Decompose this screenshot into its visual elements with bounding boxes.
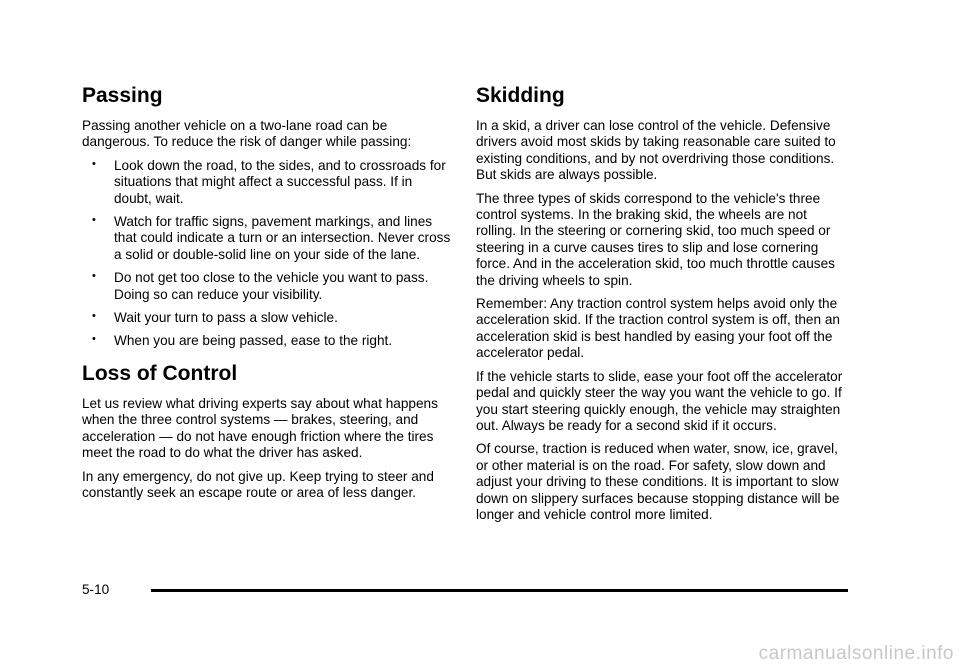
skidding-paragraph-5: Of course, traction is reduced when water, snow, ice, gravel, or other material is on the road. For safety, slow down and adjust your driving to these conditions. It is important to slow down on slippery surfaces because stopping distance will be longer and vehicle control more limited. (476, 441, 840, 522)
list-item-text: Look down the road, to the sides, and to crossroads for situations that might affect a successful pass. If in doubt, wait. (114, 157, 446, 206)
bullet-icon: • (92, 310, 96, 323)
bullet-icon: • (92, 333, 96, 346)
skidding-paragraph-4: If the vehicle starts to slide, ease your foot off the accelerator pedal and quickly steer the way you want the vehicle to go. If you start steering quickly enough, the vehicle may straighten out. Always be ready for a second skid if it occurs. (476, 368, 843, 433)
loss-of-control-heading: Loss of Control (82, 361, 238, 385)
right-column (476, 82, 848, 530)
passing-heading: Passing (82, 84, 163, 107)
list-item-text: Wait your turn to pass a slow vehicle. (114, 310, 338, 326)
list-item (82, 270, 452, 303)
passing-intro: Passing another vehicle on a two-lane road can be dangerous. To reduce the risk of danger while passing: (82, 118, 412, 150)
list-item (82, 310, 452, 326)
skidding-paragraph-2: The three types of skids correspond to the vehicle's three control systems. In the braking skid, the wheels are not rolling. In the steering or cornering skid, too much speed or steering in a curve causes tires to slip and lose cornering force. And in the acceleration skid, too much throttle causes the driving wheels to spin. (476, 190, 835, 288)
loss-paragraph-1: Let us review what driving experts say about what happens when the three control systems — brakes, steering, and acceleration — do not have enough friction where the tires meet the road to do what the driver has asked. (82, 395, 438, 461)
footer-divider (151, 589, 848, 592)
list-item (82, 158, 452, 207)
loss-paragraph-2: In any emergency, do not give up. Keep trying to steer and constantly seek an escape route or area of less danger. (82, 468, 434, 500)
watermark: carmanualsonline.info (758, 643, 954, 664)
page-number: 5-10 (82, 582, 110, 597)
bullet-icon: • (92, 157, 96, 170)
skidding-paragraph-1: In a skid, a driver can lose control of the vehicle. Defensive drivers avoid most skids by taking reasonable care suited to existing conditions, and by not overdriving those conditions. But skids are always possible. (476, 118, 836, 183)
skidding-paragraph-3: Remember: Any traction control system helps avoid only the acceleration skid. If the traction control system is off, then an acceleration skid is best handled by easing your foot off the accelerator pedal. (476, 296, 840, 361)
list-item-text: Do not get too close to the vehicle you want to pass. Doing so can reduce your visibility. (114, 270, 429, 302)
list-item-text: When you are being passed, ease to the right. (114, 333, 393, 349)
list-item-text: Watch for traffic signs, pavement markings, and lines that could indicate a turn or an intersection. Never cross a solid or double-solid line on your side of the lane. (114, 214, 451, 262)
passing-bullet-list (82, 158, 452, 350)
list-item (82, 333, 452, 349)
left-column (82, 82, 452, 508)
bullet-icon: • (92, 214, 96, 227)
list-item (82, 214, 452, 263)
bullet-icon: • (92, 270, 96, 283)
skidding-heading: Skidding (476, 84, 565, 107)
